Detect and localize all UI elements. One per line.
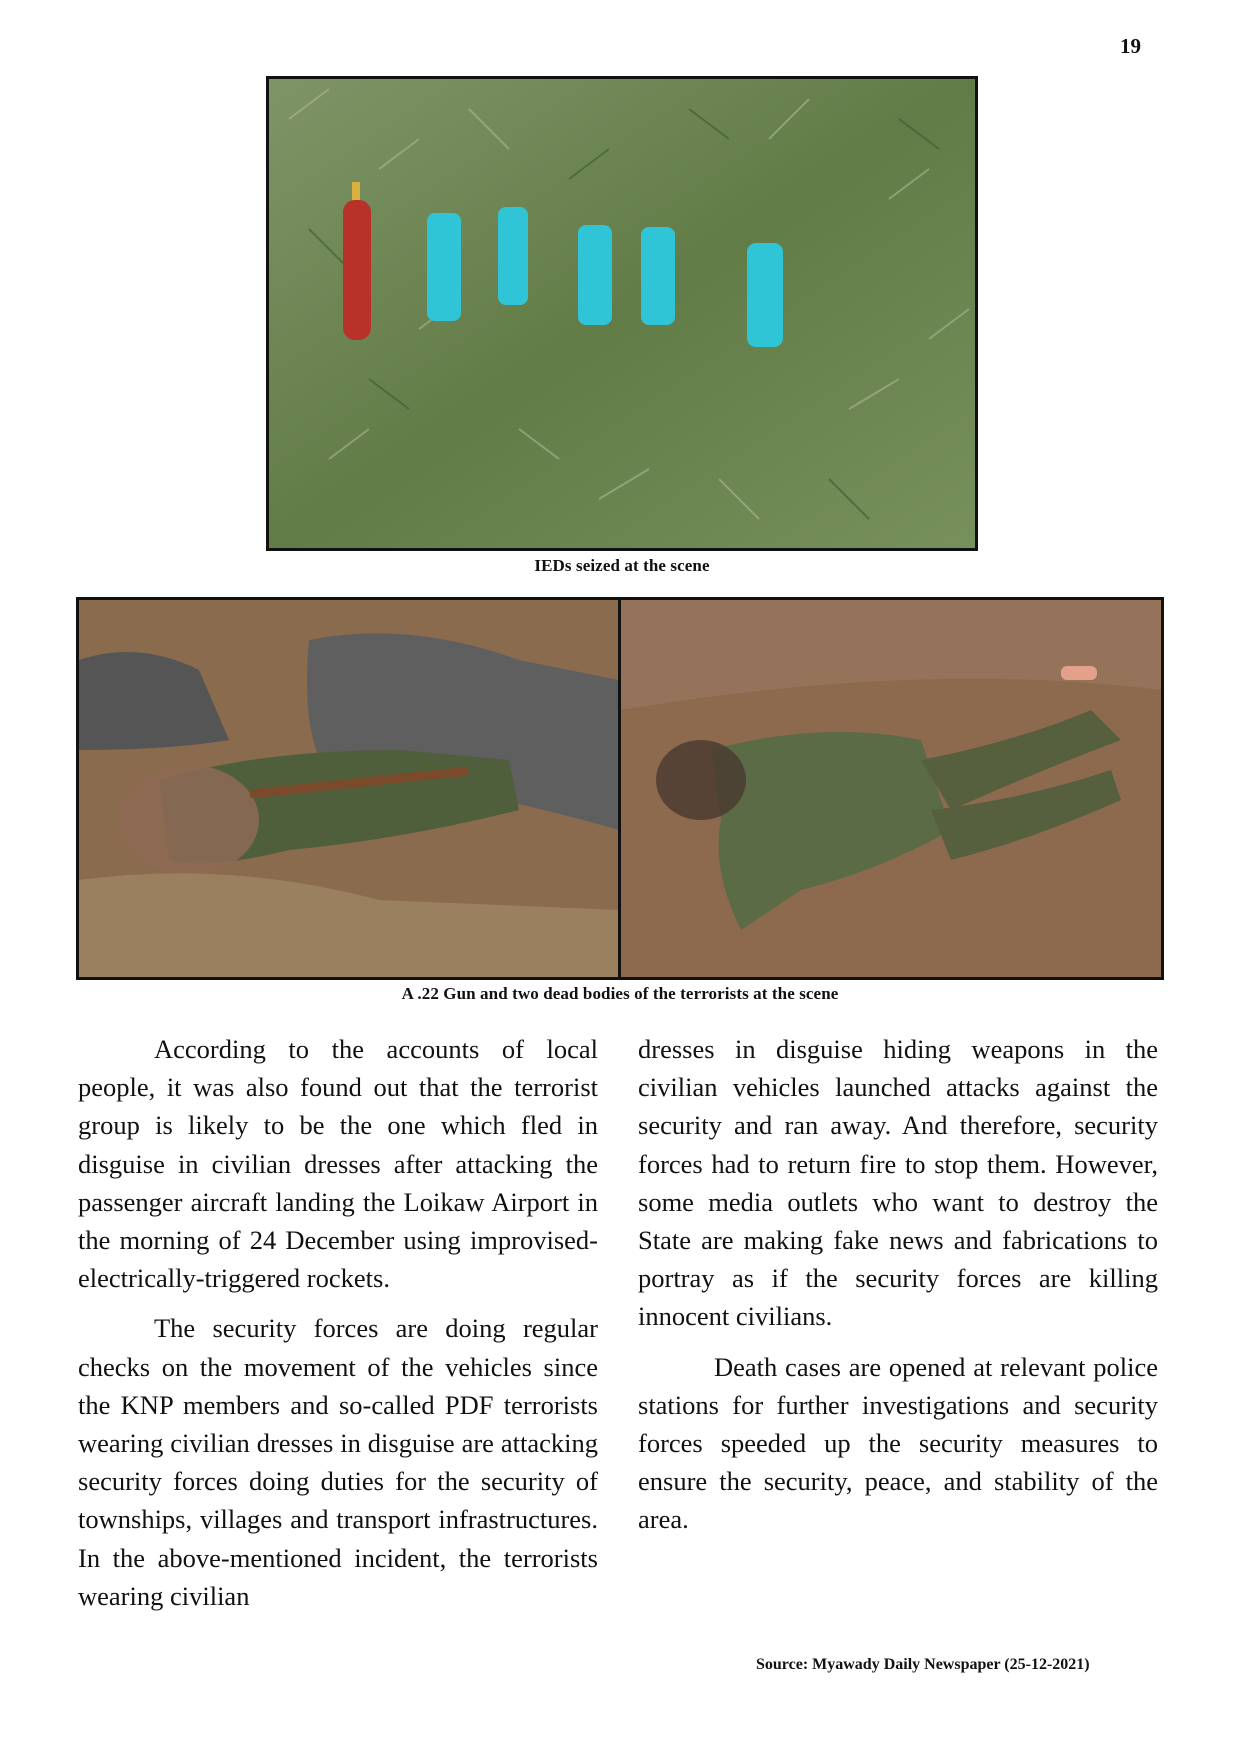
gun-scene-caption: A .22 Gun and two dead bodies of the terrorists at the scene — [401, 984, 839, 1003]
source-credit: Source: Myawady Daily Newspaper (25-12-2021) — [756, 1656, 1090, 1673]
article-right-column — [638, 1030, 1158, 1539]
paragraph: According to the accounts of local people, it was also found out that the terrorist group is likely to be the one which fled in disguise in civilian dresses after attacking the passenger aircraft landing the Loikaw Airport in the morning of 24 December using improvised-electrically-triggered rockets. — [78, 1034, 598, 1294]
body-scene-photo — [618, 597, 1164, 980]
article-left-column — [78, 1030, 598, 1615]
ied-photo — [266, 76, 978, 551]
gun-scene-photo — [76, 597, 622, 980]
page-number: 19 — [1120, 34, 1141, 58]
ied-photo-caption: IEDs seized at the scene — [534, 556, 710, 575]
paragraph: The security forces are doing regular checks on the movement of the vehicles since the KNP members and so-called PDF terrorists wearing civilian dresses in disguise are attacking security forces doing duties for the security of townships, villages and transport infrastructures. In the above-mentioned incident, the terrorists wearing civilian — [78, 1313, 598, 1611]
paragraph: dresses in disguise hiding weapons in the civilian vehicles launched attacks against the security and ran away. And therefore, security forces had to return fire to stop them. However, some media outlets who want to destroy the State are making fake news and fabrications to portray as if the security forces are killing innocent civilians. — [638, 1034, 1158, 1332]
paragraph: Death cases are opened at relevant police stations for further investigations and security forces speeded up the security measures to ensure the security, peace, and stability of the area. — [638, 1351, 1158, 1535]
